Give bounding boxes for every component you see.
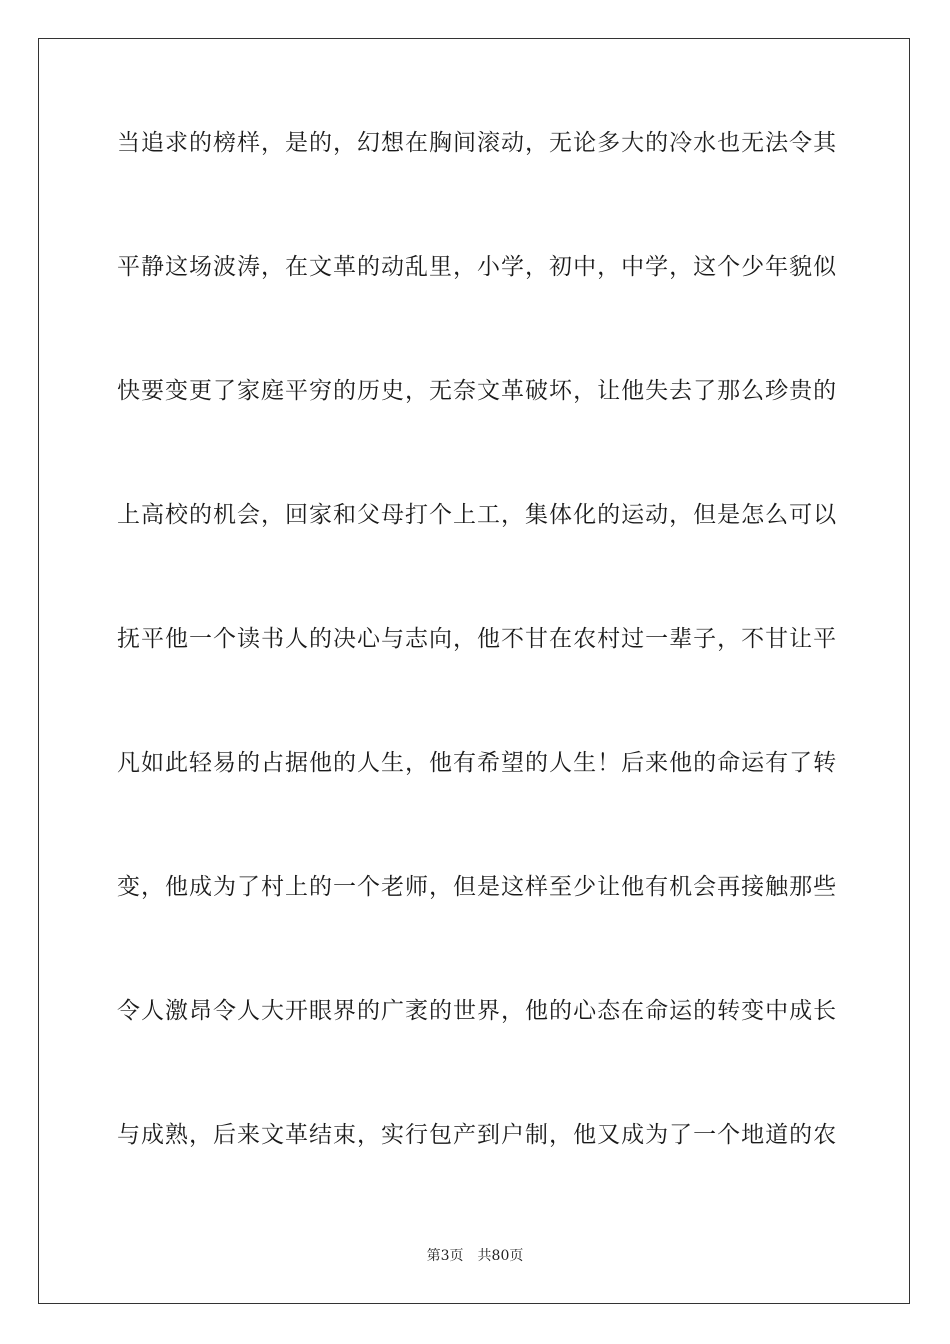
text-line: 平静这场波涛，在文革的动乱里，小学，初中，中学，这个少年貌似 bbox=[117, 254, 837, 280]
page-number: 第3页 bbox=[426, 1248, 464, 1264]
text-line: 快要变更了家庭平穷的历史，无奈文革破坏，让他失去了那么珍贵的 bbox=[117, 378, 837, 404]
text-line: 令人激昂令人大开眼界的广袤的世界，他的心态在命运的转变中成长 bbox=[117, 998, 837, 1024]
text-line: 与成熟，后来文革结束，实行包产到户制，他又成为了一个地道的农 bbox=[117, 1122, 837, 1148]
text-line: 抚平他一个读书人的决心与志向，他不甘在农村过一辈子，不甘让平 bbox=[117, 626, 837, 652]
text-line: 当追求的榜样，是的，幻想在胸间滚动，无论多大的冷水也无法令其 bbox=[117, 130, 837, 156]
text-line: 上高校的机会，回家和父母打个上工，集体化的运动，但是怎么可以 bbox=[117, 502, 837, 528]
total-pages: 共80页 bbox=[477, 1248, 524, 1264]
text-line: 变，他成为了村上的一个老师，但是这样至少让他有机会再接触那些 bbox=[117, 874, 837, 900]
text-line: 凡如此轻易的占据他的人生，他有希望的人生！后来他的命运有了转 bbox=[117, 750, 837, 776]
document-body bbox=[117, 128, 837, 1244]
page-footer bbox=[0, 1247, 950, 1265]
